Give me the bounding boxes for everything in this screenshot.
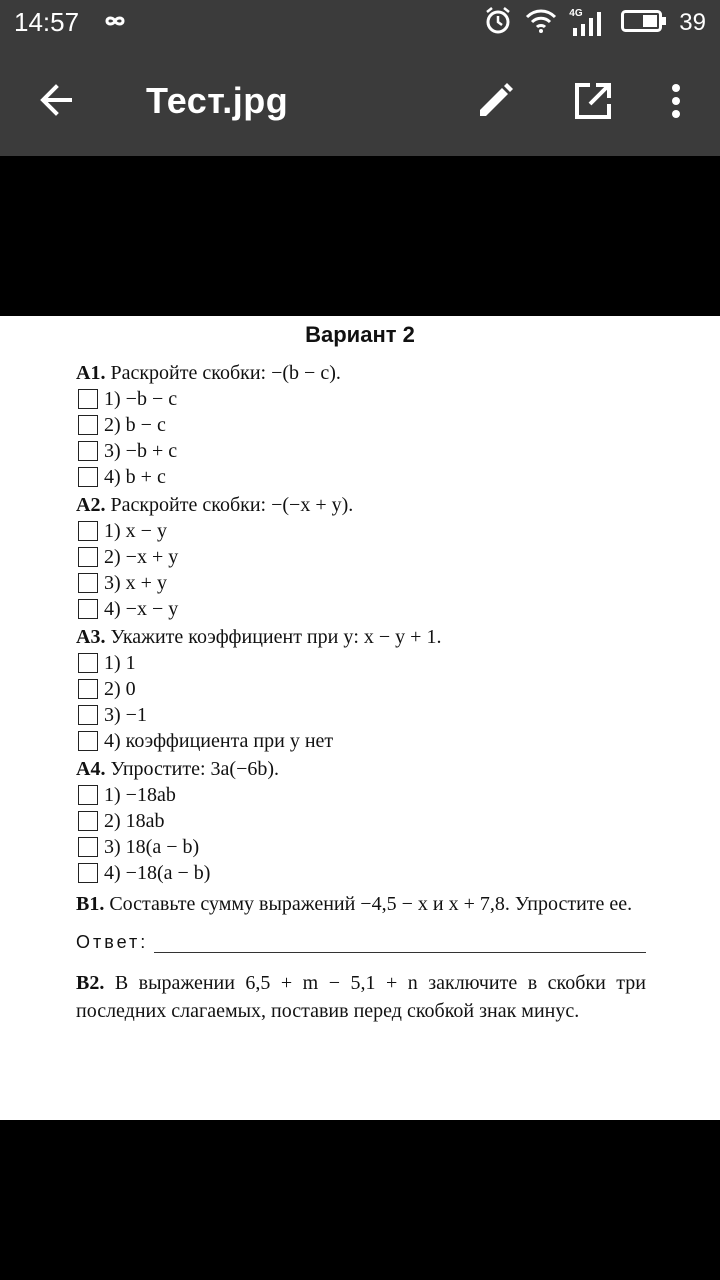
question-a1 [76,360,646,490]
status-time: 14:57 [14,7,80,37]
option [78,412,646,438]
question-label: А2. [76,494,106,516]
option-label: 4) −18(a − b) [104,861,211,884]
checkbox [78,467,98,487]
option-label: 3) −1 [104,703,147,726]
answer-line [154,938,646,953]
battery-level: 39 [679,9,706,36]
question-text: В выражении 6,5 + m − 5,1 + n заключите в скобки три последних слагаемых, поставив перед скобкой знак минус. [76,972,646,1022]
question-text: Составьте сумму выражений −4,5 − x и x + 7,8. Упростите ее. [109,893,633,915]
option-label: 2) 0 [104,677,136,700]
option [78,728,646,754]
option-label: 1) 1 [104,651,136,674]
option-label: 2) b − c [104,413,166,436]
option [78,834,646,860]
option-label: 1) −b − c [104,387,178,410]
checkbox [78,441,98,461]
checkbox [78,415,98,435]
network-type: 4G [569,8,583,19]
open-external-icon[interactable] [572,80,614,122]
question-label: В2. [76,972,105,994]
option [78,544,646,570]
wifi-icon [525,8,557,39]
checkbox [78,863,98,883]
option [78,464,646,490]
option-label: 2) −x + y [104,545,179,568]
question-text: Упростите: 3a(−6b). [110,758,280,780]
question-a2 [76,492,646,622]
question-a4 [76,756,646,886]
checkbox [78,547,98,567]
app-toolbar [0,46,720,156]
checkbox [78,653,98,673]
option-label: 1) x − y [104,519,167,542]
option [78,702,646,728]
question-list [76,360,646,1025]
back-arrow-icon[interactable] [36,80,76,120]
question-label: А1. [76,362,106,384]
question-b1 [76,890,646,918]
checkbox [78,573,98,593]
edit-pencil-icon[interactable] [474,80,516,122]
option [78,518,646,544]
question-text: Раскройте скобки: −(−x + y). [110,494,354,516]
option-label: 4) b + c [104,465,166,488]
checkbox [78,521,98,541]
option [78,676,646,702]
answer-label: Ответ: [76,932,149,952]
status-bar [0,0,720,46]
image-viewer[interactable] [0,156,720,1280]
infinity-icon [98,10,132,37]
option-label: 3) −b + c [104,439,178,462]
checkbox [78,705,98,725]
checkbox [78,679,98,699]
alarm-icon [483,6,513,41]
option [78,650,646,676]
option-label: 2) 18ab [104,809,165,832]
option [78,782,646,808]
question-text: Раскройте скобки: −(b − c). [110,362,341,384]
option-label: 3) 18(a − b) [104,835,200,858]
file-title: Тест.jpg [146,80,289,121]
document-image [0,316,720,1120]
option [78,808,646,834]
checkbox [78,811,98,831]
variant-title: Вариант 2 [305,322,415,347]
signal-icon [569,8,609,38]
option [78,438,646,464]
option-label: 4) коэффициента при y нет [104,729,334,752]
question-label: А4. [76,758,106,780]
checkbox [78,389,98,409]
question-label: А3. [76,626,106,648]
checkbox [78,837,98,857]
question-b2 [76,969,646,1025]
question-label: В1. [76,893,105,915]
checkbox [78,731,98,751]
option-label: 4) −x − y [104,597,179,620]
option-label: 3) x + y [104,571,167,594]
option [78,570,646,596]
answer-field [76,932,646,953]
checkbox [78,599,98,619]
option [78,860,646,886]
checkbox [78,785,98,805]
option [78,596,646,622]
more-options-icon[interactable] [660,80,692,122]
question-text: Укажите коэффициент при y: x − y + 1. [110,626,442,648]
battery-icon [621,9,667,38]
option [78,386,646,412]
question-a3 [76,624,646,754]
status-icons [483,6,706,40]
option-label: 1) −18ab [104,783,176,806]
